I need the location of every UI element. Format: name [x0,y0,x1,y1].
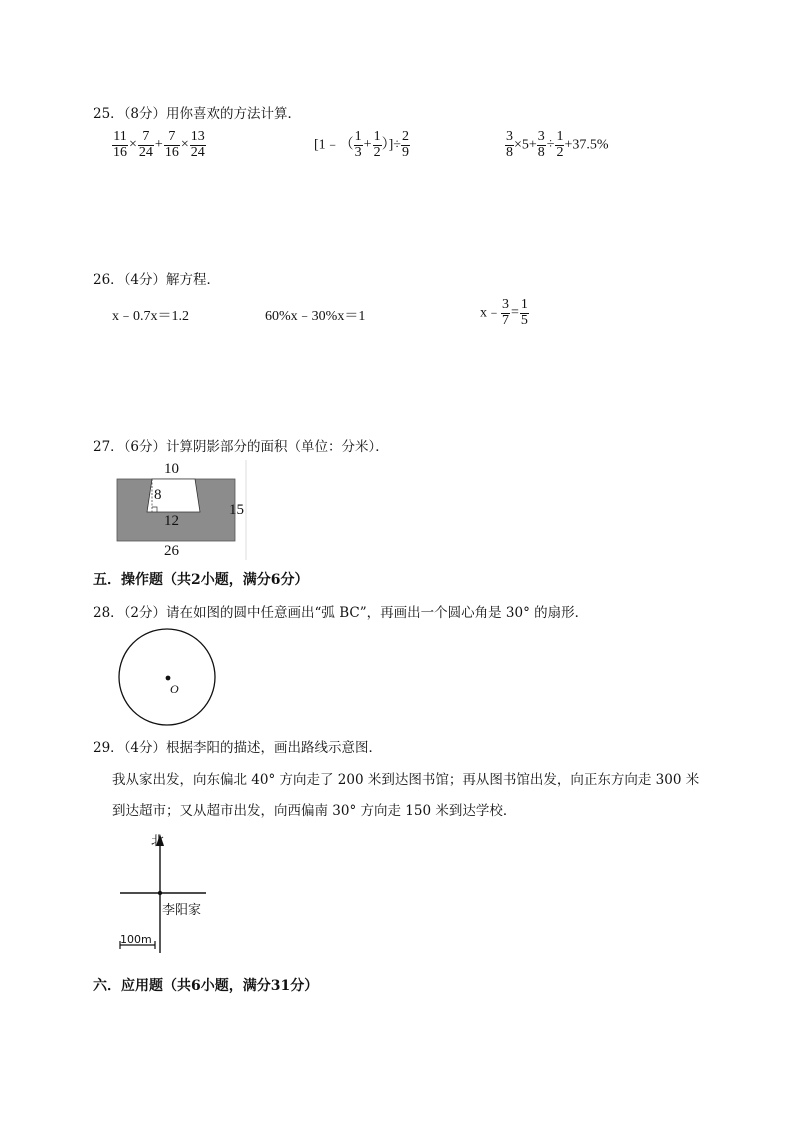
q28-score: （2分） [123,605,167,621]
denominator: 16 [164,144,179,160]
center-point [166,676,171,681]
open-bracket: [1﹣（ [314,137,354,153]
section5-title: 五．操作题（共2小题，满分6分） [93,572,309,588]
numerator: 3 [506,129,513,144]
q25-score: （8分） [123,106,167,122]
label-bottom-26: 26 [164,543,179,559]
q29-description-line1: 我从家出发，向东偏北 40° 方向走了 200 米到达图书馆；再从图书馆出发，向正东方向走 300 米 [112,772,700,788]
numerator: 1 [556,129,564,144]
plus-operator: + [363,137,372,153]
numerator: 1 [354,129,362,144]
q28-number: 28． [93,605,124,621]
denominator: 2 [556,144,564,160]
q26-number: 26． [93,272,124,288]
q27-number: 27． [93,439,124,455]
numerator: 1 [373,129,381,144]
numerator: 13 [190,129,205,144]
numerator: 11 [113,129,127,144]
section6-title: 六．应用题（共6小题，满分31分） [93,978,319,994]
label-height-8: 8 [154,487,162,503]
q26-heading [93,268,220,288]
numerator: 2 [401,129,409,144]
denominator: 24 [190,144,205,160]
q26-equation-1: x﹣0.7x＝1.2 [112,309,189,324]
numerator: 7 [138,130,154,146]
q25-prompt: 用你喜欢的方法计算． [166,106,302,122]
q25-expression-1 [112,130,206,160]
label-right-15: 15 [229,502,244,518]
denominator: 2 [373,144,381,160]
close-bracket-divide: ）]÷ [381,137,401,153]
q29-prompt: 根据李阳的描述，画出路线示意图． [166,740,383,756]
q27-heading [93,435,389,455]
plus-operator: + [154,137,163,153]
numerator: 3 [537,129,545,144]
q28-prompt: 请在如图的圆中任意画出“弧 BC”，再画出一个圆心角是 30° 的扇形． [166,605,589,621]
times-five-plus: ×5+ [514,137,537,153]
q29-heading [93,736,382,756]
numerator: 3 [502,297,509,312]
equals-sign: = [511,305,519,321]
center-label: O [170,682,179,696]
q29-description-line2: 到达超市；又从超市出发，向西偏南 30° 方向走 150 米到达学校． [112,803,517,819]
divide-operator: ÷ [546,137,555,153]
q26-equation-3 [480,298,529,328]
q27-prompt: 计算阴影部分的面积（单位：分米）． [166,439,389,455]
q28-heading [93,601,588,621]
q28-circle-figure [115,628,219,728]
q26-equation-2: 60%x﹣30%x＝1 [265,309,366,324]
scale-label: 100m [120,933,152,946]
q29-number: 29． [93,740,124,756]
denominator: 16 [113,144,127,160]
eq-lead: x﹣ [480,305,501,321]
numerator: 1 [520,297,528,312]
q27-score: （6分） [123,439,167,455]
denominator: 8 [506,144,513,160]
numerator: 7 [164,130,180,146]
denominator: 9 [401,144,409,160]
q26-prompt: 解方程． [166,272,221,288]
q26-score: （4分） [123,272,167,288]
north-label: 北 [151,834,165,849]
home-point [158,891,162,895]
home-label: 李阳家 [162,903,202,918]
percent-term: +37.5% [564,137,609,153]
denominator: 5 [520,312,528,328]
denominator: 24 [138,144,153,160]
q25-expression-2 [314,130,410,160]
denominator: 7 [502,312,509,328]
times-operator: × [180,137,189,153]
label-top-10: 10 [164,461,179,477]
q29-score: （4分） [123,740,167,756]
times-operator: × [129,137,137,153]
denominator: 8 [537,144,545,160]
q25-number: 25． [93,106,124,122]
label-bottom-12: 12 [164,513,179,529]
q25-heading [93,102,301,122]
q25-expression-3 [505,130,609,160]
denominator: 3 [354,144,362,160]
